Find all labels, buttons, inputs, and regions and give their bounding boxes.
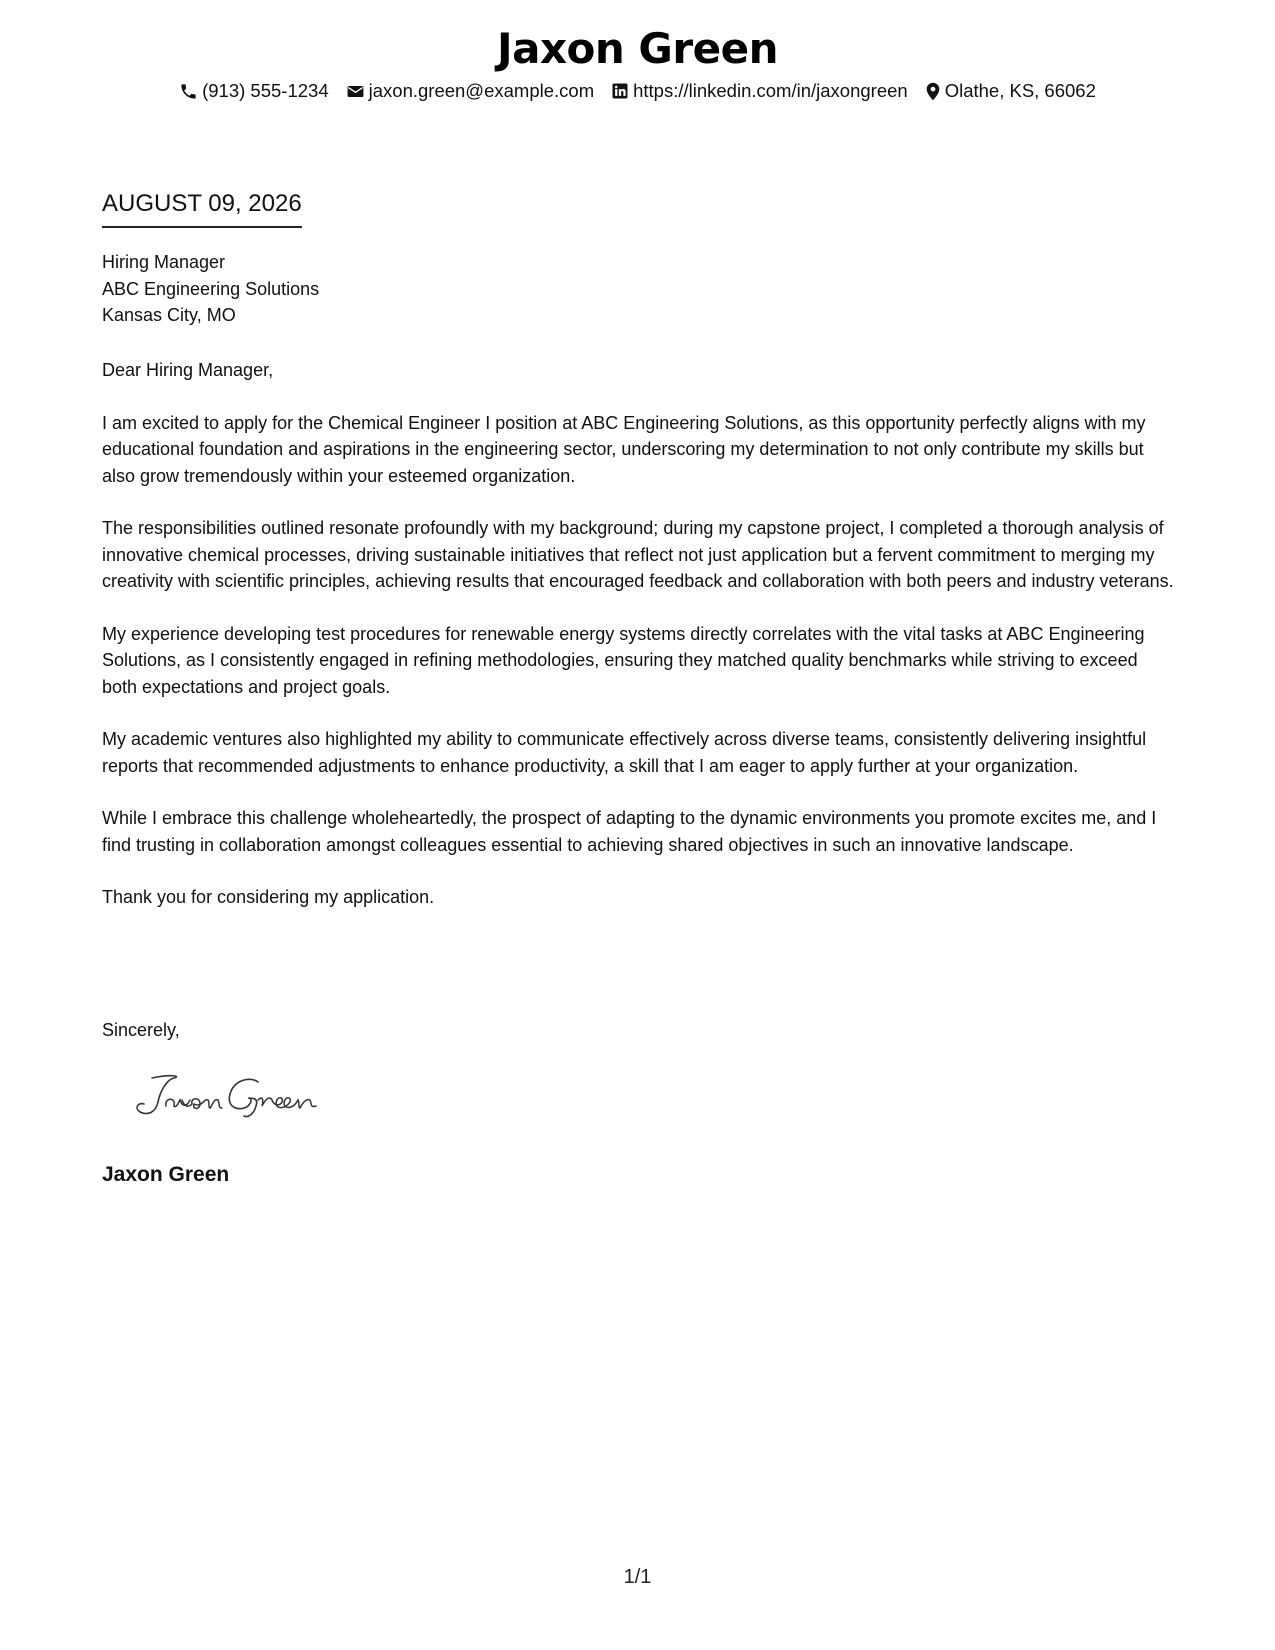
linkedin-link[interactable]: https://linkedin.com/in/jaxongreen [633, 80, 908, 101]
recipient-company: ABC Engineering Solutions [102, 278, 320, 299]
body-paragraph: The responsibilities outlined resonate profoundly with my background; during my capstone project, I completed a thorough analysis of innovative chemical processes, driving sustainable initiatives that reflect not just application but a fervent commitment to merging my creativity with scientific principles, achieving results that encouraged feedback and collaboration with both peers and industry veterans. [102, 518, 1174, 591]
location-text: Olathe, KS, 66062 [944, 80, 1096, 101]
closing-line: Sincerely, [102, 1020, 180, 1040]
contact-info-row [0, 78, 1275, 104]
phone-text: (913) 555-1234 [202, 80, 329, 101]
recipient-block [102, 249, 319, 329]
contact-location [925, 78, 1096, 104]
page-indicator: 1/1 [623, 1566, 652, 1588]
contact-phone [179, 78, 329, 104]
signer-name: Jaxon Green [102, 1163, 230, 1186]
applicant-name-heading: Jaxon Green [497, 24, 778, 73]
salutation: Dear Hiring Manager, [102, 360, 274, 380]
envelope-icon [346, 82, 365, 101]
body-paragraph: I am excited to apply for the Chemical Engineer I position at ABC Engineering Solutions, as this opportunity perfectly aligns with my educational foundation and aspirations in the engineering sector, underscoring my determination to not only contribute my skills but also grow tremendously within your esteemed organization. [102, 412, 1146, 486]
body-paragraph: My academic ventures also highlighted my ability to communicate effectively across diverse teams, consistently delivering insightful reports that recommended adjustments to enhance productivity, a skill that I am eager to apply further at your organization. [102, 729, 1147, 776]
body-paragraph: While I embrace this challenge wholeheartedly, the prospect of adapting to the dynamic environments you promote excites me, and I find trusting in collaboration amongst colleagues essential to achieving shared objectives in such an innovative landscape. [102, 808, 1157, 855]
phone-icon [179, 82, 198, 101]
contact-email [346, 78, 594, 104]
body-paragraph: My experience developing test procedures for renewable energy systems directly correlates with the vital tasks at ABC Engineering Solutions, as I consistently engaged in refining methodologies, ensuring they matched quality benchmarks while striving to exceed both expectations and project goals. [102, 623, 1145, 697]
recipient-title: Hiring Manager [102, 252, 226, 272]
email-link[interactable]: jaxon.green@example.com [368, 80, 595, 101]
contact-linkedin [611, 78, 908, 104]
linkedin-icon [611, 82, 629, 100]
letter-body [102, 357, 1177, 937]
map-pin-icon [925, 82, 941, 101]
body-paragraph: Thank you for considering my application. [102, 887, 435, 907]
recipient-location: Kansas City, MO [102, 305, 236, 325]
letter-date: AUGUST 09, 2026 [102, 188, 302, 228]
handwritten-signature [130, 1070, 350, 1120]
